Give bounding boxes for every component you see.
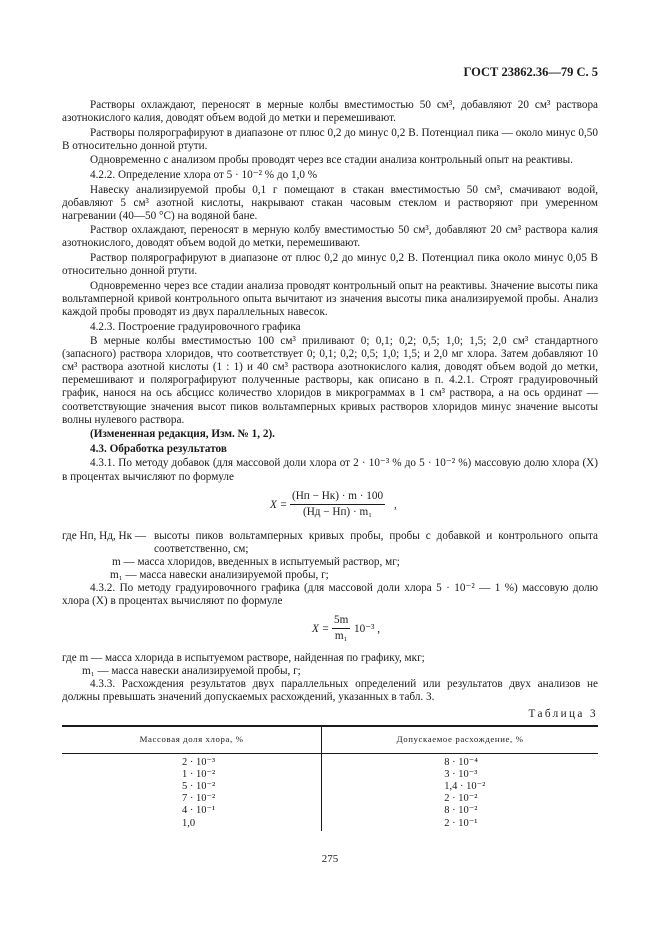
cell-value: 5 · 10⁻² — [182, 781, 216, 793]
legend-row-sample-2: m₁ — масса навески анализируемой пробы, г; — [82, 665, 301, 678]
cell-value: 7 · 10⁻² — [182, 793, 216, 805]
cell-value: 2 · 10⁻³ — [182, 756, 216, 768]
table-header-tolerance: Допускаемое расхождение, % — [322, 726, 598, 754]
formula-tail: 10⁻³ , — [354, 623, 381, 636]
paragraph-cooling: Растворы охлаждают, переносят в мерные колбы вместимостью 50 см³, добавляют 20 см³ раствора азотнокислого калия, доводят объем водой до метки и перемешивают. — [62, 99, 598, 125]
legend-row-chloride-mass: где m — масса хлорида в испытуемом растворе, найденная по графику, мкг; — [62, 652, 425, 665]
paragraph-calibration: В мерные колбы вместимостью 100 см³ приливают 0; 0,1; 0,2; 0,5; 1,0; 1,5; 2,0 см³ стандартного (запасного) раствора хлоридов, что соответствует 0; 0,1; 0,2; 0,5; 1,0; 1,5; и 2,0 мг хлора. Затем добавляют 10 см³ раствора азотной кислоты (1 : 1) и 40 см³ раствора азотнокислого калия, доводят объем водой до метки, перемешивают и полярографируют полученные растворы, как описано в п. 4.2.1. Строят градуировочный график, нанося на ось абсцисс количество хлоридов в микрограммах в 1 см³ раствора, а на ось ординат — соответствующие значения высот пиков вольтамперных кривых растворов хлоридов минус значение высоты волны нулевого раствора. — [62, 335, 598, 426]
running-header: ГОСТ 23862.36—79 С. 5 — [463, 65, 598, 79]
formula-denominator: m₁ — [334, 630, 348, 643]
table-cell-chlorine — [62, 753, 322, 831]
section-4-3-heading: 4.3. Обработка результатов — [90, 442, 227, 455]
section-4-2-3-heading: 4.2.3. Построение градуировочного графика — [90, 320, 301, 333]
formula-calibration-method — [62, 613, 598, 647]
paragraph-addition-method: 4.3.1. По методу добавок (для массовой доли хлора от 2 · 10⁻³ % до 5 · 10⁻² %) массовую долю хлора (X) в процентах вычисляют по формуле — [62, 457, 598, 483]
cell-value: 2 · 10⁻¹ — [444, 817, 478, 829]
cell-value: 8 · 10⁻⁴ — [444, 756, 478, 768]
cell-value: 4 · 10⁻¹ — [182, 805, 216, 817]
formula-lhs: X = — [270, 498, 288, 511]
legend-symbols: где Hп, Hд, Hк — — [62, 529, 147, 542]
paragraph-control-test-2: Одновременно через все стадии анализа проводят контрольный опыт на реактивы. Значение высоты пика вольтамперной кривой контрольного опыта вычитают из значения высоты пика анализируемой пробы. Анализ каждой пробы проводят из двух параллельных навесок. — [62, 279, 598, 318]
paragraph-polarograph: Растворы полярографируют в диапазоне от плюс 0,2 до минус 0,2 В. Потенциал пика — около минус 0,50 В относительно донной ртути. — [62, 126, 598, 152]
table-header-chlorine: Массовая доля хлора, % — [62, 726, 322, 754]
amendment-note: (Измененная редакция, Изм. № 1, 2). — [90, 428, 275, 441]
tolerance-table — [62, 725, 598, 831]
formula-fraction — [332, 613, 350, 644]
legend-row-mass: m — масса хлоридов, введенных в испытуемый раствор, мг; — [112, 555, 400, 568]
table-header-row — [62, 726, 598, 754]
section-4-2-2-heading: 4.2.2. Определение хлора от 5 · 10⁻² % до 1,0 % — [90, 168, 318, 181]
formula-denominator: (Hд − Hп) · m₁ — [302, 505, 373, 518]
paragraph-calibration-method: 4.3.2. По методу градуировочного графика (для массовой доли хлора 5 · 10⁻² — 1 %) массовую долю хлора (X) в процентах вычисляют по формуле — [62, 582, 598, 608]
cell-value: 1,4 · 10⁻² — [444, 781, 486, 793]
formula-fraction — [290, 489, 385, 520]
document-body — [62, 99, 598, 831]
paragraph-sample-weight: Навеску анализируемой пробы 0,1 г помещают в стакан вместимостью 50 см³, смачивают водой, добавляют 5 см³ азотной кислоты, накрывают стакан часовым стеклом и растворяют при умеренном нагревании (40—50 °С) на водяной бане. — [62, 183, 598, 222]
table-title: Таблица 3 — [528, 707, 598, 720]
page-number: 275 — [321, 853, 339, 865]
paragraph-control-test: Одновременно с анализом пробы проводят через все стадии анализа контрольный опыт на реактивы. — [90, 154, 573, 167]
cell-value: 3 · 10⁻³ — [444, 768, 478, 780]
formula-numerator: (Hп − Hк) · m · 100 — [290, 489, 385, 505]
legend-row-heights — [62, 530, 598, 556]
formula-tail: , — [394, 498, 397, 511]
cell-value: 2 · 10⁻² — [444, 793, 478, 805]
table-cell-tolerance — [322, 753, 598, 831]
formula-addition-method — [62, 489, 598, 525]
cell-value: 1 · 10⁻² — [182, 768, 216, 780]
paragraph-discrepancy: 4.3.3. Расхождения результатов двух параллельных определений или результатов двух анализов не должны превышать значений допускаемых расхождений, указанных в табл. 3. — [62, 678, 598, 704]
table-row — [62, 753, 598, 831]
cell-value: 1,0 — [182, 817, 196, 829]
legend-description: высоты пиков вольтамперных кривых пробы, пробы с добавкой и контрольного опыта соответственно, см; — [154, 529, 598, 555]
formula-legend — [62, 530, 598, 582]
paragraph-cooling-2: Раствор охлаждают, переносят в мерную колбу вместимостью 50 см³, добавляют 20 см³ раствора калия азотнокислого, доводят объем водой до метки, перемешивают. — [62, 224, 598, 250]
formula-lhs: X = — [312, 623, 330, 636]
paragraph-polarograph-2: Раствор полярографируют в диапазоне от плюс 0,2 до минус 0,2 В. Потенциал пика около минус 0,05 В относительно донной ртути. — [62, 252, 598, 278]
formula-numerator: 5m — [332, 613, 350, 629]
legend-row-sample: m₁ — масса навески анализируемой пробы, г; — [110, 568, 329, 581]
cell-value: 8 · 10⁻² — [444, 805, 478, 817]
